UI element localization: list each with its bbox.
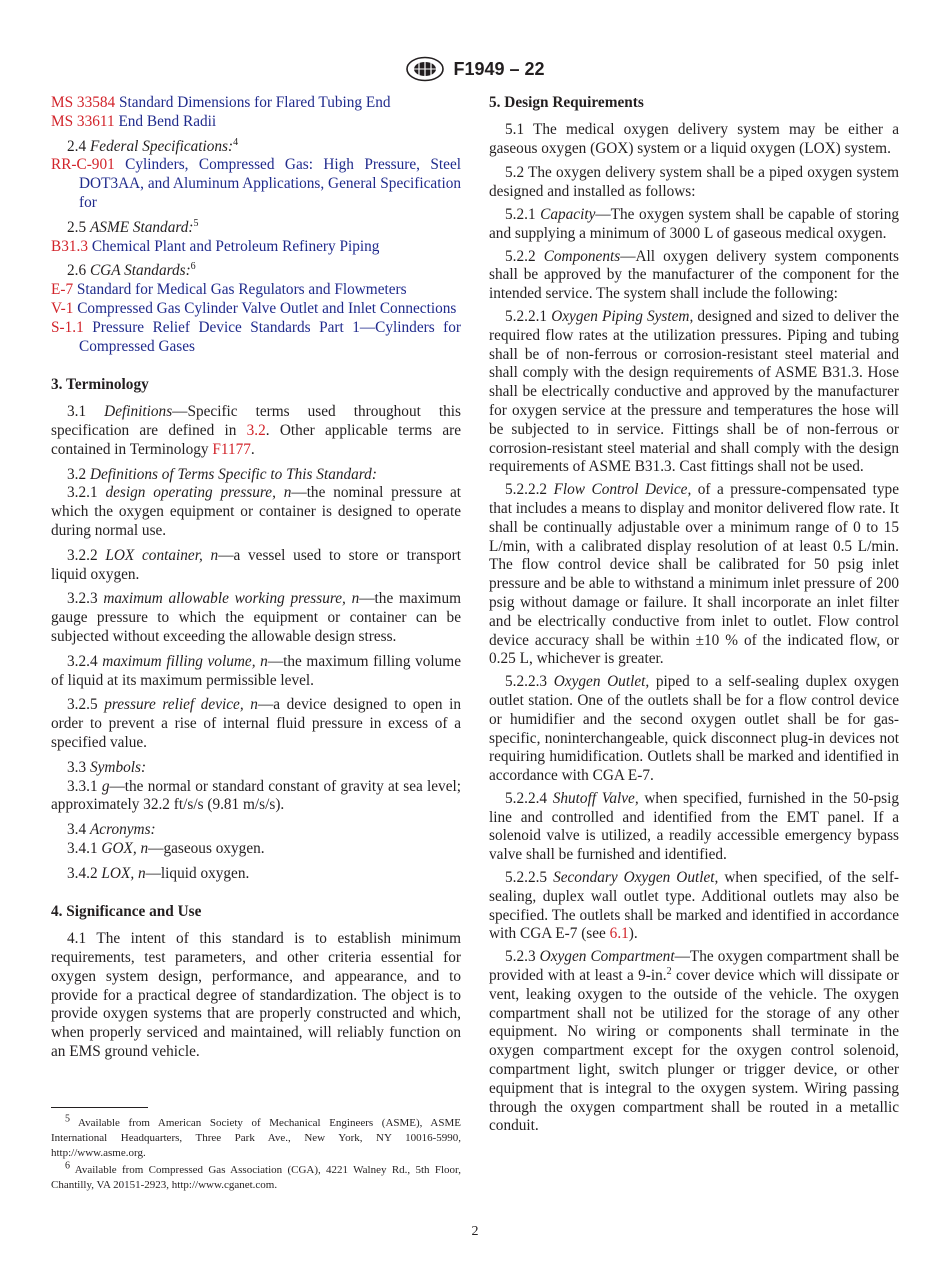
paragraph-5-1: 5.1 The medical oxygen delivery system may be either a gaseous oxygen (GOX) system or a liquid oxygen (LOX) system. <box>489 120 899 157</box>
reference-title[interactable]: Standard for Medical Gas Regulators and Flowmeters <box>76 281 407 299</box>
page-number: 2 <box>471 1224 479 1239</box>
section-heading-terminology: 3. Terminology <box>51 376 149 394</box>
paragraph-3-3: 3.3 Symbols: <box>67 758 147 776</box>
reference-item <box>51 238 461 257</box>
reference-title[interactable]: Standard Dimensions for Flared Tubing End <box>119 94 391 111</box>
paragraph-5-2-2-1: 5.2.2.1 Oxygen Piping System, designed and sized to deliver the required flow rates at the utilization pressures. Piping and tubing shall be of non-ferrous or corrosion-resistant steel material and shall comply with the design requirements of ASME B31.3. Hose shall be electrically conductive and approved by the manufacturer for oxygen service at the pressure and temperatures the hose will be subjected to in service. Fittings shall be of non-ferrous or corrosion-resistant steel material and shall comply with the design requirements of ASME B31.3. Cast fittings shall not be used. <box>489 307 899 476</box>
reference-title[interactable]: Cylinders, Compressed Gas: High Pressure, Steel DOT3AA, and Aluminum Applications, General Specification for <box>79 156 461 211</box>
standard-designation: F1949 – 22 <box>453 58 545 79</box>
paragraph-3-2-2: 3.2.2 LOX container, n—a vessel used to store or transport liquid oxygen. <box>51 546 461 583</box>
paragraph-5-2: 5.2 The oxygen delivery system shall be a piped oxygen system designed and installed as follows: <box>489 164 899 201</box>
reference-code[interactable]: MS 33584 <box>51 94 116 111</box>
subsection-2-4: 2.4 Federal Specifications:$^4$ <box>67 136 239 155</box>
paragraph-5-2-2-4: 5.2.2.4 Shutoff Valve, when specified, furnished in the 50-psig line and controlled and identified from the EMT panel. If a solenoid valve is utilized, a readily accessible emergency bypass valve shall be furnished and identified. <box>489 789 899 864</box>
reference-item <box>51 281 461 300</box>
paragraph-3-1: 3.1 Definitions—Specific terms used throughout this specification are defined in 3.2. Other applicable terms are contained in Terminology F1177. <box>51 403 461 458</box>
paragraph-3-4: 3.4 Acronyms: <box>67 821 156 839</box>
section-heading-design-requirements: 5. Design Requirements <box>489 94 644 111</box>
footnote-5: $^5$ Available from American Society of Mechanical Engineers (ASME), ASME International Headquarters, Three Park Ave., New York, NY 10016-5990, http://www.asme.org. <box>51 1113 461 1159</box>
reference-item <box>51 156 461 212</box>
reference-code[interactable]: RR-C-901 <box>51 156 115 174</box>
reference-item <box>51 94 461 113</box>
footnote-divider <box>51 1107 148 1108</box>
reference-title[interactable]: End Bend Radii <box>118 112 217 130</box>
astm-logo-icon <box>405 56 445 82</box>
footnotes <box>51 1113 461 1195</box>
paragraph-3-2-3: 3.2.3 maximum allowable working pressure, n—the maximum gauge pressure to which the equipment or container can be subjected without exceeding the allowable design stress. <box>51 590 461 645</box>
paragraph-3-2: 3.2 Definitions of Terms Specific to This Standard: <box>67 465 377 483</box>
footnote-6: $^6$ Available from Compressed Gas Association (CGA), 4221 Walney Rd., 5th Floor, Chantilly, VA 20151-2923, http://www.cganet.com. <box>51 1160 461 1191</box>
paragraph-5-2-3: 5.2.3 Oxygen Compartment—The oxygen compartment shall be provided with at least a 9-in.$^2$ cover device which will dissipate or vent, leaking oxygen to the outside of the vehicle. The oxygen compartment shall not be utilized for the storage of any other equipment. No wiring or components shall terminate in the oxygen compartment except for the oxygen control solenoid, compartment light, switch plunger or trigger device, or other equipment that is integral to the oxygen system. Wiring passing through the oxygen compartment shall be routed in a metallic conduit. <box>489 948 900 1135</box>
reference-item <box>51 319 461 357</box>
cross-reference-link[interactable]: F1177 <box>212 440 251 458</box>
paragraph-3-2-4: 3.2.4 maximum filling volume, n—the maximum filling volume of liquid at its maximum permissible level. <box>51 652 461 689</box>
reference-code[interactable]: E-7 <box>51 281 74 299</box>
paragraph-3-4-2: 3.4.2 LOX, n—liquid oxygen. <box>67 864 250 882</box>
reference-item <box>51 300 461 319</box>
paragraph-5-2-2: 5.2.2 Components—All oxygen delivery system components shall be approved by the manufacturer of the component for the intended service. The system shall include the following: <box>489 247 899 303</box>
paragraph-3-4-1: 3.4.1 GOX, n—gaseous oxygen. <box>67 839 265 857</box>
paragraph-3-3-1: 3.3.1 g—the normal or standard constant of gravity at sea level; approximately 32.2 ft/s/s (9.81 m/s/s). <box>51 777 461 814</box>
subsection-2-5: 2.5 ASME Standard:$^5$ <box>67 217 199 236</box>
reference-title[interactable]: Compressed Gas Cylinder Valve Outlet and Inlet Connections <box>77 299 457 317</box>
paragraph-5-2-2-5: 5.2.2.5 Secondary Oxygen Outlet, when specified, of the self-sealing, duplex wall outlet type. Additional outlets may also be specified. The outlets shall be marked and identified in accordance with CGA E-7 (see 6.1). <box>489 869 900 943</box>
left-column <box>51 94 461 1062</box>
cross-reference-link[interactable]: 3.2 <box>246 421 266 439</box>
reference-code[interactable]: S-1.1 <box>51 318 84 336</box>
section-heading-significance: 4. Significance and Use <box>51 903 202 921</box>
cross-reference-link[interactable]: 6.1 <box>609 925 629 943</box>
right-column <box>489 94 899 1136</box>
reference-item <box>51 113 461 132</box>
reference-title[interactable]: Pressure Relief Device Standards Part 1—Cylinders for Compressed Gases <box>79 318 462 355</box>
reference-code[interactable]: B31.3 <box>51 237 88 255</box>
paragraph-5-2-2-3: 5.2.2.3 Oxygen Outlet, piped to a self-sealing duplex oxygen outlet station. One of the outlets shall be for a flow control device or humidifier and the second oxygen outlet shall be for gas-specific, noninterchangeable, quick disconnect plug-in devices not requiring humidification. Outlets shall be marked and identified in accordance with CGA E-7. <box>489 673 899 785</box>
page-header <box>0 56 950 82</box>
paragraph-5-2-2-2: 5.2.2.2 Flow Control Device, of a pressure-compensated type that includes a means to display and monitor delivered flow rate. It shall be continually adjustable over a minimum range of 0 to 15 L/min, with a calibrated display resolution of at least 0.5 L/min. The flow control device shall be calibrated for 50 psig inlet pressure and be able to withstand a minimum inlet pressure of 200 psig without damage or failure. It shall incorporate an inlet filter and be electrically conductive from inlet to outlet. Flow control device accuracy shall be within ±10 % of the indicated flow, or 0.25 L, whichever is greater. <box>489 481 899 668</box>
subsection-2-6: 2.6 CGA Standards:$^6$ <box>67 261 196 280</box>
paragraph-3-2-5: 3.2.5 pressure relief device, n—a device designed to open in order to prevent a rise of internal fluid pressure in excess of a specified value. <box>51 696 462 751</box>
reference-code[interactable]: V-1 <box>51 299 74 317</box>
paragraph-4-1: 4.1 The intent of this standard is to establish minimum requirements, test parameters, and other criteria essential for oxygen system design, performance, and appearance, and to provide for a practical degree of standardization. The object is to provide oxygen systems that are properly constructed and which, when properly serviced and maintained, will reliably function on an EMS ground vehicle. <box>51 930 461 1061</box>
paragraph-3-2-1: 3.2.1 design operating pressure, n—the nominal pressure at which the oxygen equipment or container is designed to operate during normal use. <box>51 484 462 539</box>
reference-title[interactable]: Chemical Plant and Petroleum Refinery Piping <box>91 237 380 255</box>
paragraph-5-2-1: 5.2.1 Capacity—The oxygen system shall be capable of storing and supplying a minimum of 3000 L of gaseous medical oxygen. <box>489 205 900 242</box>
reference-code[interactable]: MS 33611 <box>51 112 115 130</box>
